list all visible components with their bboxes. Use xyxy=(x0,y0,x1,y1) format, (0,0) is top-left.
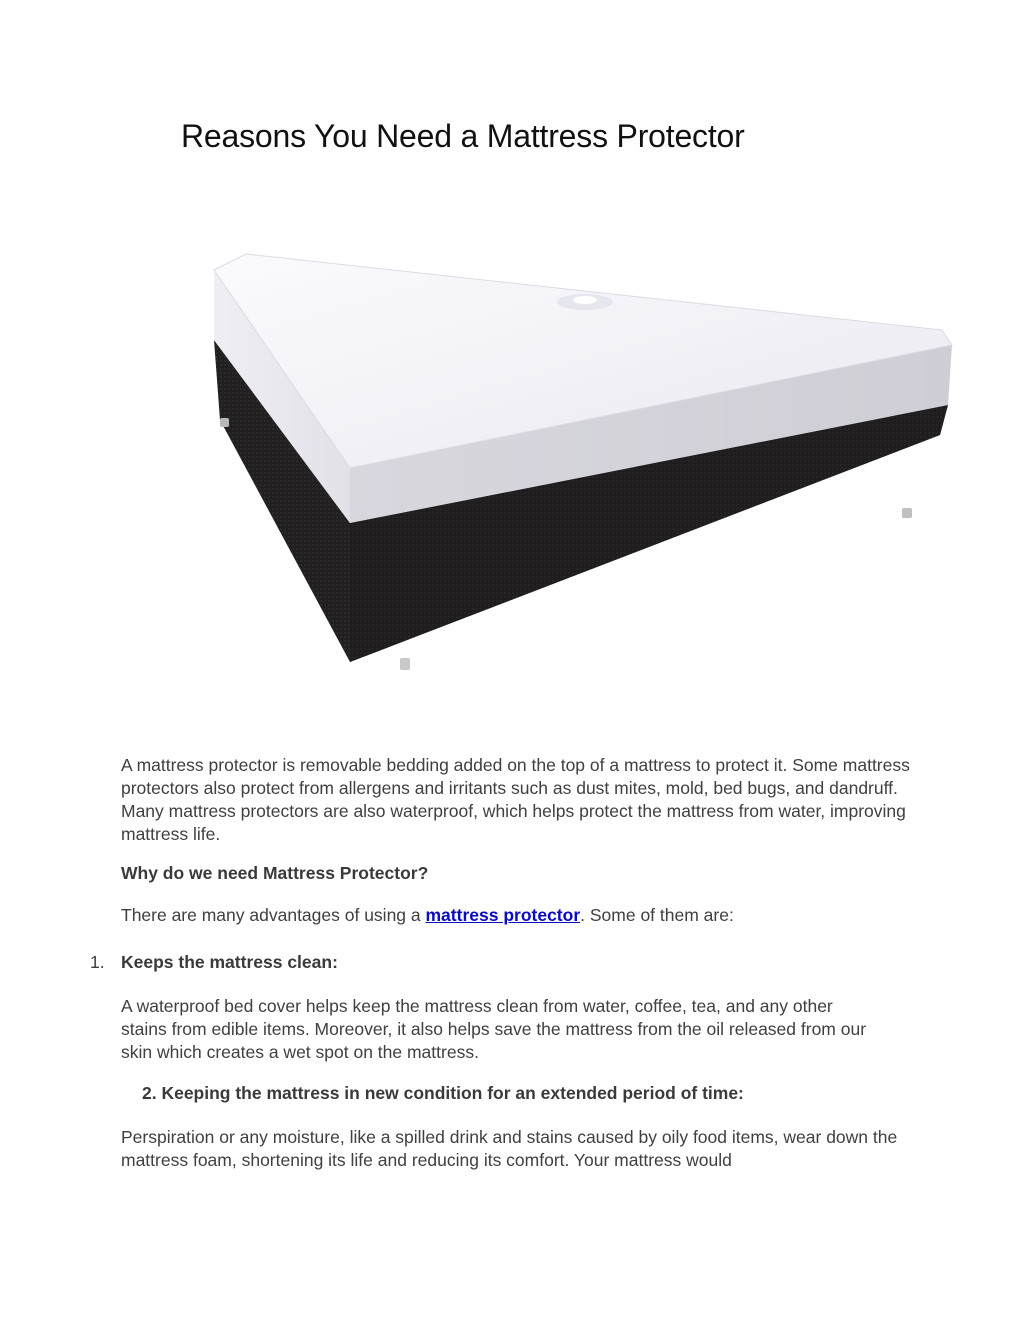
page-title: Reasons You Need a Mattress Protector xyxy=(181,118,745,154)
advantages-paragraph xyxy=(121,904,921,927)
mattress-image xyxy=(200,240,970,680)
item1-paragraph: A waterproof bed cover helps keep the mattress clean from water, coffee, tea, and any other stains from edible items. Moreover, it also helps save the mattress from the oil released from our skin which creates a wet spot on the mattress. xyxy=(121,996,867,1062)
list-number-1: 1. xyxy=(90,952,105,972)
why-heading: Why do we need Mattress Protector? xyxy=(121,863,429,883)
advantages-suffix: . Some of them are: xyxy=(580,905,734,925)
advantages-prefix: There are many advantages of using a xyxy=(121,905,426,925)
item2-paragraph: Perspiration or any moisture, like a spilled drink and stains caused by oily food items, wear down the mattress foam, shortening its life and reducing its comfort. Your mattress would xyxy=(121,1127,898,1170)
item2-heading: 2. Keeping the mattress in new condition for an extended period of time: xyxy=(142,1083,744,1103)
item1-heading: Keeps the mattress clean: xyxy=(121,952,338,972)
intro-paragraph: A mattress protector is removable bedding added on the top of a mattress to protect it. Some mattress protectors also protect from allergens and irritants such as dust mites, mold, bed bugs, and dandruff. Many mattress protectors are also waterproof, which helps protect the mattress from water, improving mattress life. xyxy=(121,755,910,844)
mattress-protector-link[interactable]: mattress protector xyxy=(425,905,581,925)
